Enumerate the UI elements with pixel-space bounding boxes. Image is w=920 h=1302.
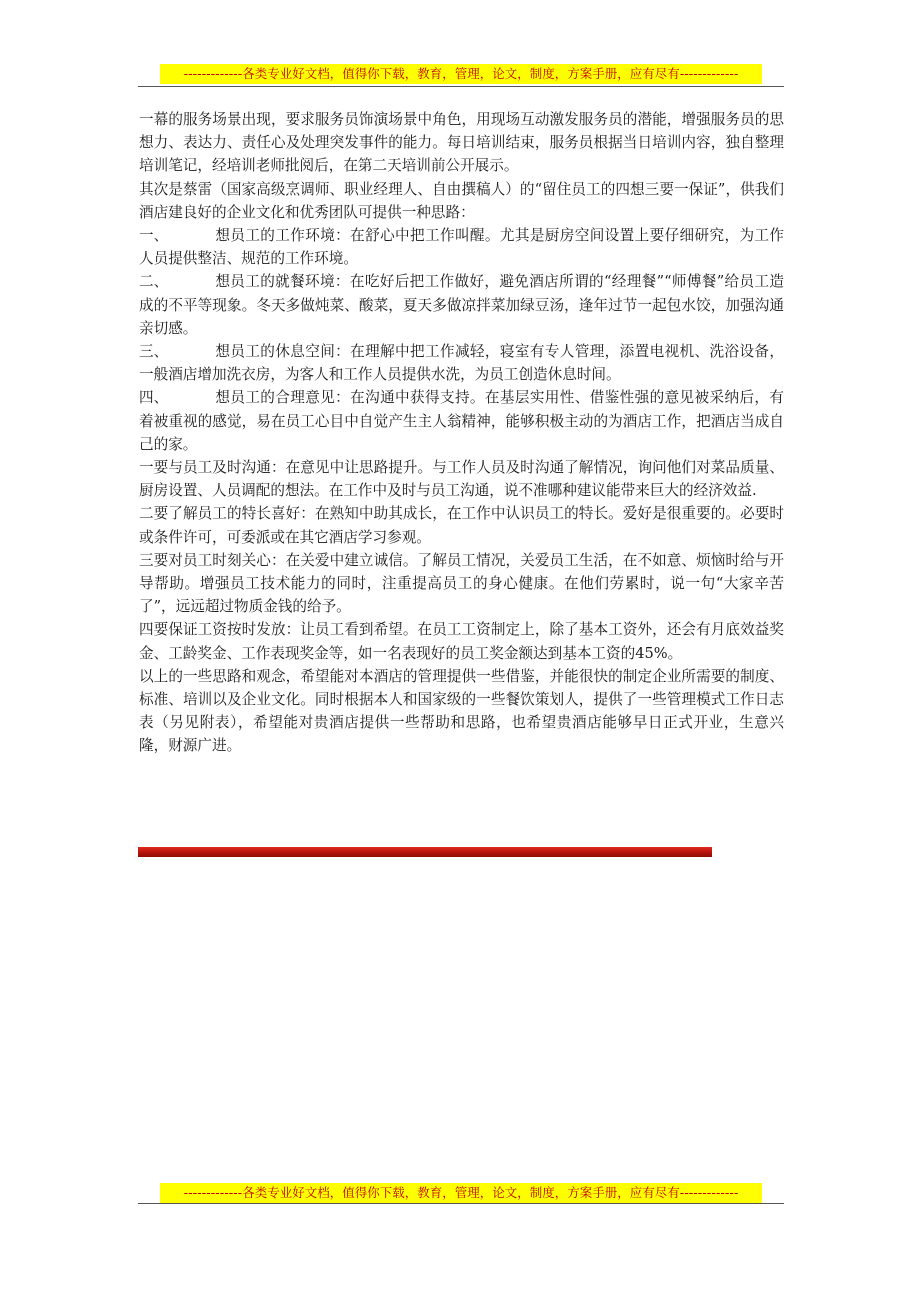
list-number: 二、 bbox=[139, 273, 169, 291]
footer-banner: -------------各类专业好文档，值得你下载，教育，管理，论文，制度，方案手册，应有尽有------------- bbox=[160, 1183, 762, 1203]
paragraph-yao-3: 三要对员工时刻关心：在关爱中建立诚信。了解员工情况，关爱员工生活，在不如意、烦恼时给与开导帮助。增强员工技术能力的同时，注重提高员工的身心健康。在他们劳累时，说一句“大家辛苦了”，远远超过物质金钱的给予。 bbox=[139, 551, 784, 616]
paragraph-intro: 一幕的服务场景出现，要求服务员饰演场景中角色，用现场互动激发服务员的潜能，增强服务员的思想力、表达力、责任心及处理突发事件的能力。每日培训结束，服务员根据当日培训内容，独自整理培训笔记，经培训老师批阅后，在第二天培训前公开展示。 bbox=[139, 111, 784, 175]
list-text: 想员工的休息空间：在理解中把工作减轻，寝室有专人管理，添置电视机、洗浴设备，一般酒店增加洗衣房，为客人和工作人员提供水洗，为员工创造休息时间。 bbox=[139, 343, 784, 384]
paragraph-bao: 四要保证工资按时发放：让员工看到希望。在员工工资制定上，除了基本工资外，还会有月底效益奖金、工龄奖金、工作表现奖金等，如一名表现好的员工奖金额达到基本工资的45%。 bbox=[139, 621, 784, 662]
header-rule bbox=[138, 86, 784, 87]
list-item-2 bbox=[139, 270, 784, 340]
paragraph-conclusion: 以上的一些思路和观念，希望能对本酒店的管理提供一些借鉴，并能很快的制定企业所需要的制度、标准、培训以及企业文化。同时根据本人和国家级的一些餐饮策划人，提供了一些管理模式工作日志表（另见附表），希望能对贵酒店提供一些帮助和思路，也希望贵酒店能够早日正式开业，生意兴隆，财源广进。 bbox=[139, 667, 784, 755]
red-divider-bar bbox=[138, 847, 712, 857]
list-number: 四、 bbox=[139, 389, 169, 407]
list-text: 想员工的工作环境：在舒心中把工作叫醒。尤其是厨房空间设置上要仔细研究，为工作人员提供整洁、规范的工作环境。 bbox=[139, 227, 784, 268]
list-number: 一、 bbox=[139, 227, 169, 245]
paragraph-yao-2: 二要了解员工的特长喜好：在熟知中助其成长，在工作中认识员工的特长。爱好是很重要的。必要时或条件许可，可委派或在其它酒店学习参观。 bbox=[139, 505, 784, 546]
list-item-3 bbox=[139, 340, 784, 386]
list-text: 想员工的合理意见：在沟通中获得支持。在基层实用性、借鉴性强的意见被采纳后，有着被重视的感觉，易在员工心目中自觉产生主人翁精神，能够积极主动的为酒店工作，把酒店当成自己的家。 bbox=[139, 389, 784, 453]
list-item-1 bbox=[139, 224, 784, 270]
list-number: 三、 bbox=[139, 343, 169, 361]
list-text: 想员工的就餐环境：在吃好后把工作做好，避免酒店所谓的“经理餐”“师傅餐”给员工造成的不平等现象。冬天多做炖菜、酸菜，夏天多做凉拌菜加绿豆汤，逢年过节一起包水饺，加强沟通亲切感。 bbox=[139, 273, 784, 337]
document-body bbox=[139, 108, 784, 758]
paragraph-yao-1: 一要与员工及时沟通：在意见中让思路提升。与工作人员及时沟通了解情况，询问他们对菜品质量、厨房设置、人员调配的想法。在工作中及时与员工沟通，说不准哪种建议能带来巨大的经济效益. bbox=[139, 459, 784, 500]
paragraph-cai-lei: 其次是蔡雷（国家高级烹调师、职业经理人、自由撰稿人）的“留住员工的四想三要一保证”，供我们酒店建良好的企业文化和优秀团队可提供一种思路： bbox=[139, 180, 784, 221]
footer-rule bbox=[138, 1203, 784, 1204]
header-banner: -------------各类专业好文档，值得你下载，教育，管理，论文，制度，方案手册，应有尽有------------- bbox=[160, 64, 762, 84]
list-item-4 bbox=[139, 386, 784, 456]
